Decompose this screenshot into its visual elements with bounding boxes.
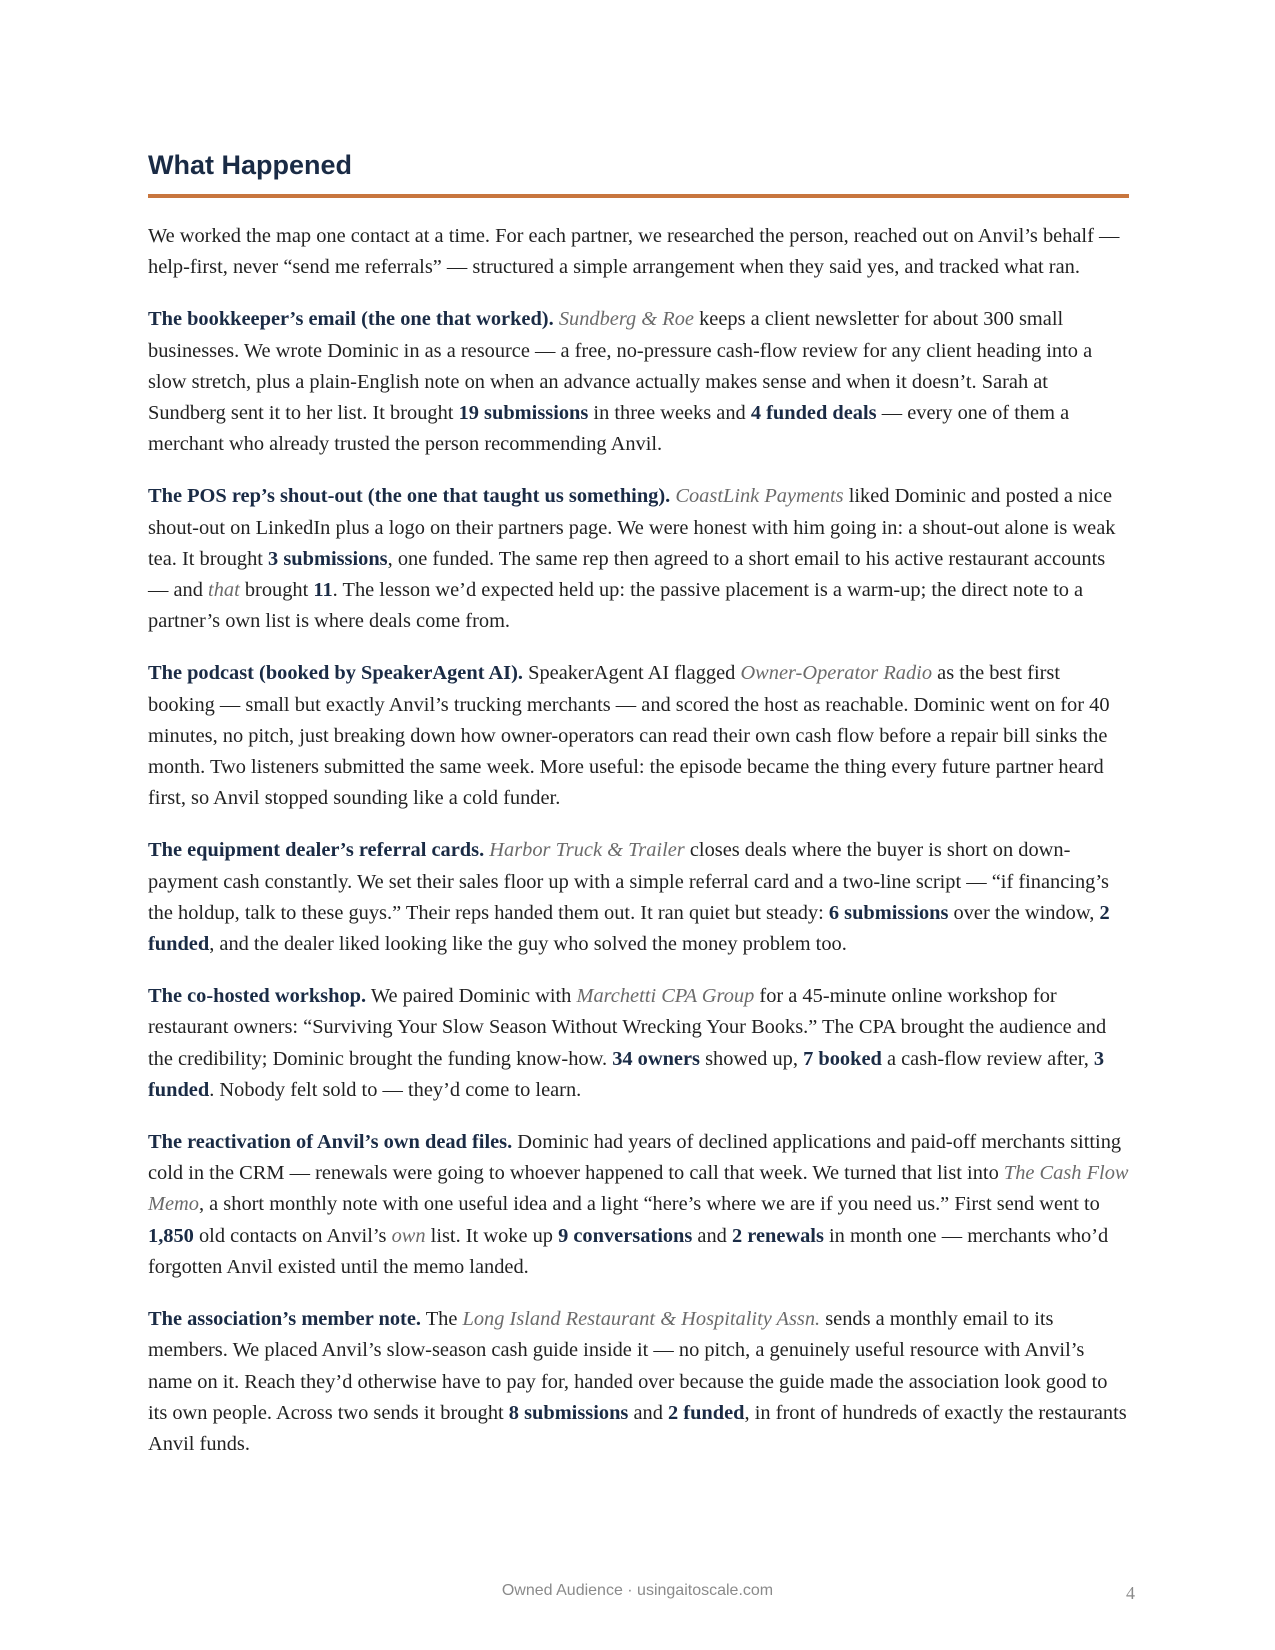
stat-figure: 34 owners [612, 1047, 700, 1070]
page-number: 4 [1126, 1583, 1135, 1603]
page-footer: Owned Audience · usingaitoscale.com [501, 1582, 774, 1599]
text-run: brought [239, 579, 314, 602]
paragraph-lead: The reactivation of Anvil’s own dead files. [148, 1131, 513, 1154]
partner-name: Owner-Operator Radio [740, 662, 933, 685]
text-run: We paired Dominic with [366, 985, 577, 1008]
text-run: over the window, [948, 901, 1100, 924]
text-run: in three weeks and [588, 402, 751, 425]
paragraph-equipment-dealer [148, 835, 1129, 960]
stat-figure: 3 funded [148, 1047, 1105, 1101]
text-run: , a short monthly note with one useful idea and a light “here’s where we are if you need us.” First send went to [198, 1193, 1100, 1216]
paragraph-lead: The podcast (booked by SpeakerAgent AI). [148, 662, 524, 685]
stat-figure: 19 submissions [458, 402, 589, 425]
paragraph-lead: The POS rep’s shout-out (the one that taught us something). [148, 485, 671, 508]
partner-name: CoastLink Payments [675, 485, 844, 508]
partner-paragraphs [148, 304, 1129, 1460]
paragraph-workshop [148, 981, 1129, 1106]
paragraph-podcast [148, 658, 1129, 814]
stat-figure: 11 [313, 579, 333, 602]
stat-figure: 1,850 [148, 1224, 194, 1247]
text-run: showed up, [699, 1047, 804, 1070]
paragraph-lead: The association’s member note. [148, 1308, 421, 1331]
text-run: — every one of them a merchant who already trusted the person recommending Anvil. [148, 402, 1070, 456]
partner-name: Marchetti CPA Group [576, 985, 755, 1008]
text-run: and [628, 1401, 668, 1424]
emphasis: own [391, 1224, 426, 1247]
paragraph-lead: The co-hosted workshop. [148, 985, 367, 1008]
partner-name: Sundberg & Roe [558, 308, 694, 331]
text-run: old contacts on Anvil’s [193, 1224, 392, 1247]
text-run: , and the dealer liked looking like the guy who solved the money problem too. [209, 933, 847, 956]
text-run: . The lesson we’d expected held up: the passive placement is a warm-up; the direct note to a partner’s own list is where deals come from. [148, 579, 1084, 633]
paragraph-association [148, 1304, 1129, 1460]
stat-figure: 7 booked [803, 1047, 882, 1070]
partner-name: Harbor Truck & Trailer [489, 839, 685, 862]
stat-figure: 3 submissions [268, 547, 388, 570]
section-heading: What Happened [148, 150, 353, 180]
text-run: . Nobody felt sold to — they’d come to learn. [209, 1078, 582, 1101]
text-run: , one funded. The same rep then agreed to a short email to his active restaurant accounts — and [148, 547, 1106, 602]
text-run: as the best first booking — small but exactly Anvil’s trucking merchants — and scored the host as reachable. Dominic went on for 40 minutes, no pitch, just breaking down how owner-operators can read their own cash flow before a repair bill sinks the month. Two listeners submitted the same week. More useful: the episode became the thing every future partner heard first, so Anvil stopped sounding like a cold funder. [148, 662, 1110, 810]
partner-name: Long Island Restaurant & Hospitality Assn. [462, 1308, 821, 1331]
partner-name: The Cash Flow Memo [148, 1162, 1129, 1216]
stat-figure: 4 funded deals [750, 402, 877, 425]
paragraph-lead: The bookkeeper’s email (the one that worked). [148, 308, 554, 331]
stat-figure: 8 submissions [508, 1401, 629, 1424]
text-run: in month one — merchants who’d forgotten Anvil existed until the memo landed. [148, 1224, 1109, 1278]
stat-figure: 6 submissions [828, 901, 949, 924]
paragraph-reactivation [148, 1127, 1129, 1283]
text-run: Dominic had years of declined applications and paid-off merchants sitting cold in the CRM — renewals were going to whoever happened to call that week. We turned that list into [148, 1131, 1122, 1185]
intro-paragraph: We worked the map one contact at a time. For each partner, we researched the person, reached out on Anvil’s behalf — help-first, never “send me referrals” — structured a simple arrangement when they said yes, and tracked what ran. [148, 225, 1120, 279]
heading-divider [148, 194, 1129, 198]
stat-figure: 9 conversations [558, 1224, 693, 1247]
text-run: SpeakerAgent AI flagged [523, 662, 741, 685]
stat-figure: 2 renewals [731, 1224, 824, 1247]
text-run: a cash-flow review after, [881, 1047, 1094, 1070]
text-run: closes deals where the buyer is short on down-payment cash constantly. We set their sales floor up with a simple referral card and a two-line script — “if financing’s the holdup, talk to these guys.” Their reps handed them out. It ran quiet but steady: [148, 839, 1109, 924]
text-run: , in front of hundreds of exactly the restaurants Anvil funds. [148, 1401, 1127, 1455]
text-run: The [420, 1308, 463, 1331]
text-run: liked Dominic and posted a nice shout-out on LinkedIn plus a logo on their partners page. We were honest with him going in: a shout-out alone is weak tea. It brought [148, 485, 1116, 570]
body-text [148, 221, 1129, 1481]
stat-figure: 2 funded [668, 1401, 745, 1424]
text-run: list. It woke up [425, 1224, 559, 1247]
paragraph-pos-rep [148, 481, 1129, 637]
emphasis: that [208, 579, 240, 602]
paragraph-bookkeeper [148, 304, 1129, 460]
paragraph-lead: The equipment dealer’s referral cards. [148, 839, 485, 862]
text-run: sends a monthly email to its members. We placed Anvil’s slow-season cash guide inside it — no pitch, a genuinely useful resource with Anvil’s name on it. Reach they’d otherwise have to pay for, handed over because the guide made the association look good to its own people. Across two sends it brought [148, 1308, 1108, 1424]
text-run: keeps a client newsletter for about 300 small businesses. We wrote Dominic in as a resource — a free, no-pressure cash-flow review for any client heading into a slow stretch, plus a plain-English note on when an advance actually makes sense and when it doesn’t. Sarah at Sundberg sent it to her list. It brought [148, 308, 1093, 425]
stat-figure: 2 funded [148, 901, 1110, 956]
text-run: and [692, 1224, 732, 1247]
text-run: for a 45-minute online workshop for restaurant owners: “Surviving Your Slow Season Without Wrecking Your Books.” The CPA brought the audience and the credibility; Dominic brought the funding know-how. [148, 985, 1107, 1070]
